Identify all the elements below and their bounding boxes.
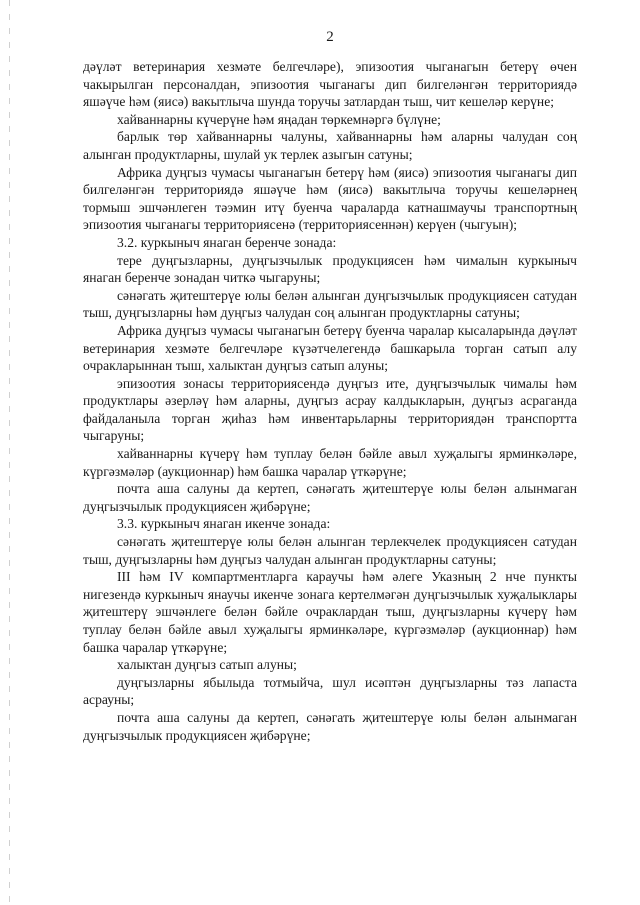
paragraph: Африка дуңгыз чумасы чыганагын бетерү һәм (яисә) эпизоотия чыганагы дип билгеләнгән территориядә яшәүче һәм (яисә) вакытлыча торучы кешеләрнең тормыш эшчәнлеген тәэмин итү буенча чараларда катнашмаучы транспортның эпизоотия чыганагы территориясенә (территориясеннән) керүен (чыгуын); [83, 164, 577, 233]
paragraph: 3.3. куркыныч янаган икенче зонада: [117, 516, 331, 532]
paragraph: барлык төр хайваннарны чалуны, хайваннарны һәм аларны чалудан соң алынган продуктларны, шулай ук терлек азыгын сатуны; [83, 129, 577, 162]
paragraph: халыктан дуңгыз сатып алуны; [117, 657, 297, 673]
paragraph: сәнәгать җитештерүе юлы белән алынган дуңгызчылык продукциясен сатудан тыш, дуңгызларны һәм дуңгыз чалудан соң алынган продуктларны сатуны; [83, 287, 577, 321]
paragraph: эпизоотия зонасы территориясендә дуңгыз ите, дуңгызчылык чималы һәм продуктлары әзерләү һәм аларны, дуңгыз асрау калдыкларын, дуңгыз асраганда файдаланыла торган җиһаз һәм инвентарьларны территориядән транспортта чыгаруны; [83, 375, 577, 444]
paragraph: хайваннарны күчерүне һәм яңадан төркемнәргә бүлүне; [117, 111, 441, 127]
scan-binding-edge [9, 0, 10, 905]
paragraph: сәнәгать җитештерүе юлы белән алынган терлекчелек продукциясен сатудан тыш, дуңгызларны һәм дуңгыз чалудан алынган продуктларны сатуны; [83, 534, 577, 567]
paragraph: 3.2. куркыныч янаган беренче зонада: [117, 234, 337, 250]
paragraph: дуңгызларны ябылыда тотмыйча, шул исәптән дуңгызларны тәз лапаста асрауны; [83, 674, 577, 708]
paragraph: дәүләт ветеринария хезмәте белгечләре), эпизоотия чыганагын бетерү өчен чакырылган персоналдан, эпизоотия чыганагы дип билгеләнгән территориядә яшәүче һәм (яисә) вакытлыча шунда торучы затлардан тыш, чит кешеләр керүне; [83, 59, 577, 110]
page-number: 2 [326, 29, 334, 45]
paragraph: III һәм IV компартментларга караучы һәм әлеге Указның 2 нче пункты нигезендә куркыныч янаучы икенче зонага кертелмәгән дуңгызчылык хуҗалыклары җитештерү эшчәнлеге белән бәйле очраклардан тыш, дуңгызларны күчерү һәм туплау белән бәйле авыл хуҗалыгы ярминкәләре, күргәзмәләр (аукционнар) һәм башка чаралар үткәрүне; [83, 569, 577, 655]
paragraph: почта аша салуны да кертеп, сәнәгать җитештерүе юлы белән алынмаган дуңгызчылык продукциясен җибәрүне; [83, 709, 577, 743]
document-body [83, 58, 577, 744]
paragraph: Африка дуңгыз чумасы чыганагын бетерү буенча чаралар кысаларында дәүләт ветеринария хезмәте белгечләре күзәтчелегендә башкарыла торган сатып алу очракларыннан тыш, халыктан дуңгыз сатып алуны; [83, 322, 577, 374]
paragraph: почта аша салуны да кертеп, сәнәгать җитештерүе юлы белән алынмаган дуңгызчылык продукциясен җибәрүне; [83, 481, 577, 514]
paragraph: хайваннарны күчерү һәм туплау белән бәйле авыл хуҗалыгы ярминкәләре, күргәзмәләр (аукционнар) һәм башка чаралар үткәрүне; [83, 446, 577, 479]
paragraph: тере дуңгызларны, дуңгызчылык продукциясен һәм чималын куркыныч янаган беренче зонадан читкә чыгаруны; [83, 252, 577, 286]
